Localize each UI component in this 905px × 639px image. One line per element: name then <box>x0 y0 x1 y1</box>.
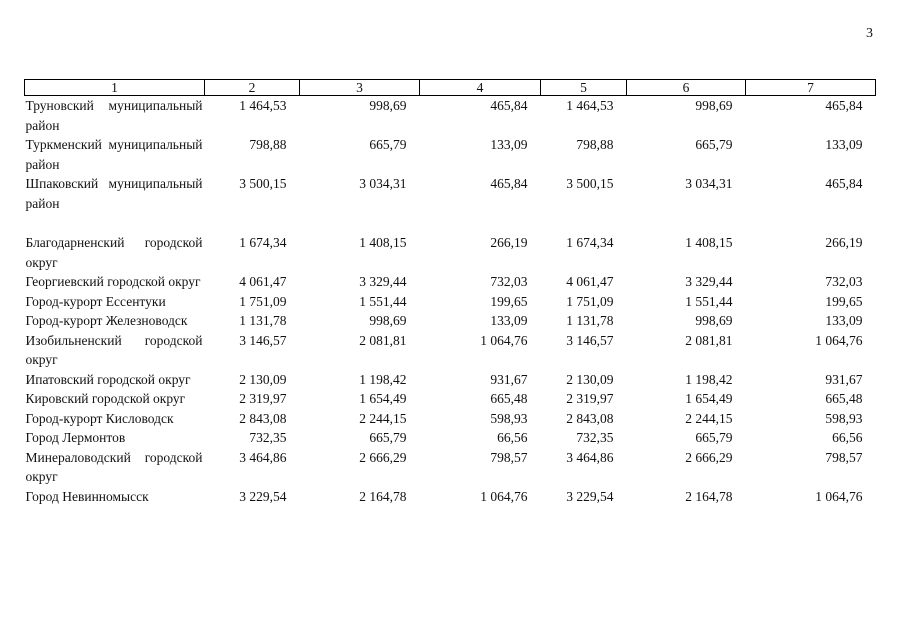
table-row <box>25 409 876 429</box>
value-cell: 2 843,08 <box>566 410 614 426</box>
value-cell: 1 751,09 <box>239 293 287 309</box>
value-cell: 4 061,47 <box>566 274 614 289</box>
value-cell: 798,88 <box>576 137 614 152</box>
value-cell: 598,93 <box>490 410 528 426</box>
table-row <box>25 311 876 331</box>
value-cell: 465,84 <box>490 176 528 191</box>
table-row <box>25 428 876 448</box>
column-header: 3 <box>300 80 420 96</box>
value-cell: 665,48 <box>825 391 863 406</box>
column-header: 7 <box>746 80 876 96</box>
municipality-name: Город-курорт Кисловодск <box>25 410 174 426</box>
value-cell: 1 551,44 <box>685 293 733 309</box>
column-header: 6 <box>627 80 746 96</box>
value-cell: 2 319,97 <box>566 391 614 406</box>
value-cell: 798,57 <box>490 449 528 465</box>
column-header: 5 <box>541 80 627 96</box>
value-cell: 665,79 <box>369 137 407 152</box>
value-cell: 2 130,09 <box>566 371 614 387</box>
value-cell: 465,84 <box>825 176 863 191</box>
value-cell: 732,35 <box>249 430 287 445</box>
table-row <box>25 272 876 292</box>
column-header: 1 <box>25 80 205 96</box>
value-cell: 1 064,76 <box>480 332 528 348</box>
value-cell: 2 164,78 <box>685 488 733 504</box>
budget-table <box>24 79 876 506</box>
value-cell: 3 229,54 <box>239 488 287 504</box>
value-cell: 1 654,49 <box>359 391 407 406</box>
value-cell: 665,48 <box>490 391 528 406</box>
value-cell: 798,57 <box>825 449 863 465</box>
value-cell: 1 464,53 <box>239 98 287 113</box>
value-cell: 2 130,09 <box>239 371 287 387</box>
value-cell: 732,35 <box>576 430 614 445</box>
municipality-name: Георгиевский городской округ <box>25 274 201 289</box>
municipality-name: Минераловодский городской округ <box>25 449 203 484</box>
value-cell: 1 674,34 <box>239 235 287 250</box>
value-cell: 998,69 <box>369 98 407 113</box>
value-cell: 732,03 <box>490 274 528 289</box>
value-cell: 1 674,34 <box>566 235 614 250</box>
column-header: 2 <box>205 80 300 96</box>
value-cell: 665,79 <box>369 430 407 445</box>
value-cell: 2 081,81 <box>359 332 407 348</box>
value-cell: 2 244,15 <box>685 410 733 426</box>
table-header-row <box>25 80 876 96</box>
value-cell: 2 666,29 <box>359 449 407 465</box>
value-cell: 732,03 <box>825 274 863 289</box>
value-cell: 2 164,78 <box>359 488 407 504</box>
value-cell: 1 551,44 <box>359 293 407 309</box>
table-row <box>25 135 876 174</box>
value-cell: 1 654,49 <box>685 391 733 406</box>
municipality-name: Ипатовский городской округ <box>25 371 191 387</box>
value-cell: 998,69 <box>695 98 733 113</box>
value-cell: 1 408,15 <box>685 235 733 250</box>
value-cell: 133,09 <box>490 313 528 328</box>
value-cell: 2 081,81 <box>685 332 733 348</box>
value-cell: 3 500,15 <box>239 176 287 191</box>
value-cell: 1 198,42 <box>359 371 407 387</box>
value-cell: 1 131,78 <box>239 313 287 328</box>
table-body <box>25 96 876 507</box>
value-cell: 3 034,31 <box>685 176 733 191</box>
value-cell: 2 319,97 <box>239 391 287 406</box>
municipality-name: Город-курорт Железноводск <box>25 313 188 328</box>
municipality-name: Труновский муниципальный район <box>25 98 203 133</box>
row-spacer <box>25 213 876 233</box>
municipality-name: Туркменский муниципальный район <box>25 137 203 172</box>
value-cell: 3 034,31 <box>359 176 407 191</box>
column-header: 4 <box>420 80 541 96</box>
value-cell: 1 064,76 <box>480 488 528 504</box>
table-row <box>25 174 876 213</box>
municipality-name: Благодарненский городской округ <box>25 235 203 270</box>
value-cell: 3 329,44 <box>359 274 407 289</box>
value-cell: 1 408,15 <box>359 235 407 250</box>
value-cell: 465,84 <box>825 98 863 113</box>
table-row <box>25 233 876 272</box>
value-cell: 2 666,29 <box>685 449 733 465</box>
value-cell: 465,84 <box>490 98 528 113</box>
table-row <box>25 96 876 136</box>
value-cell: 1 198,42 <box>685 371 733 387</box>
value-cell: 665,79 <box>695 137 733 152</box>
table-row <box>25 331 876 370</box>
value-cell: 3 500,15 <box>566 176 614 191</box>
value-cell: 133,09 <box>825 313 863 328</box>
value-cell: 133,09 <box>825 137 863 152</box>
table-row <box>25 370 876 390</box>
table-row <box>25 487 876 507</box>
value-cell: 1 064,76 <box>815 332 863 348</box>
value-cell: 3 464,86 <box>566 449 614 465</box>
value-cell: 3 229,54 <box>566 488 614 504</box>
value-cell: 931,67 <box>825 371 863 387</box>
municipality-name: Город Невинномысск <box>25 488 149 504</box>
municipality-name: Изобильненский городской округ <box>25 332 203 367</box>
value-cell: 798,88 <box>249 137 287 152</box>
value-cell: 2 244,15 <box>359 410 407 426</box>
page-number: 3 <box>866 26 873 41</box>
table-row <box>25 292 876 312</box>
value-cell: 665,79 <box>695 430 733 445</box>
value-cell: 133,09 <box>490 137 528 152</box>
value-cell: 4 061,47 <box>239 274 287 289</box>
table-row <box>25 448 876 487</box>
value-cell: 3 329,44 <box>685 274 733 289</box>
municipality-name: Шпаковский муниципальный район <box>25 176 203 211</box>
value-cell: 598,93 <box>825 410 863 426</box>
value-cell: 3 464,86 <box>239 449 287 465</box>
value-cell: 66,56 <box>832 430 863 445</box>
table-row <box>25 389 876 409</box>
municipality-name: Кировский городской округ <box>25 391 186 406</box>
value-cell: 1 131,78 <box>566 313 614 328</box>
value-cell: 3 146,57 <box>566 332 614 348</box>
value-cell: 1 064,76 <box>815 488 863 504</box>
value-cell: 3 146,57 <box>239 332 287 348</box>
value-cell: 266,19 <box>490 235 528 250</box>
value-cell: 199,65 <box>490 293 528 309</box>
value-cell: 2 843,08 <box>239 410 287 426</box>
value-cell: 998,69 <box>369 313 407 328</box>
municipality-name: Город Лермонтов <box>25 430 126 445</box>
municipality-name: Город-курорт Ессентуки <box>25 293 166 309</box>
value-cell: 66,56 <box>497 430 528 445</box>
value-cell: 1 751,09 <box>566 293 614 309</box>
spacer-cell <box>25 213 876 233</box>
value-cell: 1 464,53 <box>566 98 614 113</box>
value-cell: 266,19 <box>825 235 863 250</box>
value-cell: 931,67 <box>490 371 528 387</box>
value-cell: 199,65 <box>825 293 863 309</box>
value-cell: 998,69 <box>695 313 733 328</box>
